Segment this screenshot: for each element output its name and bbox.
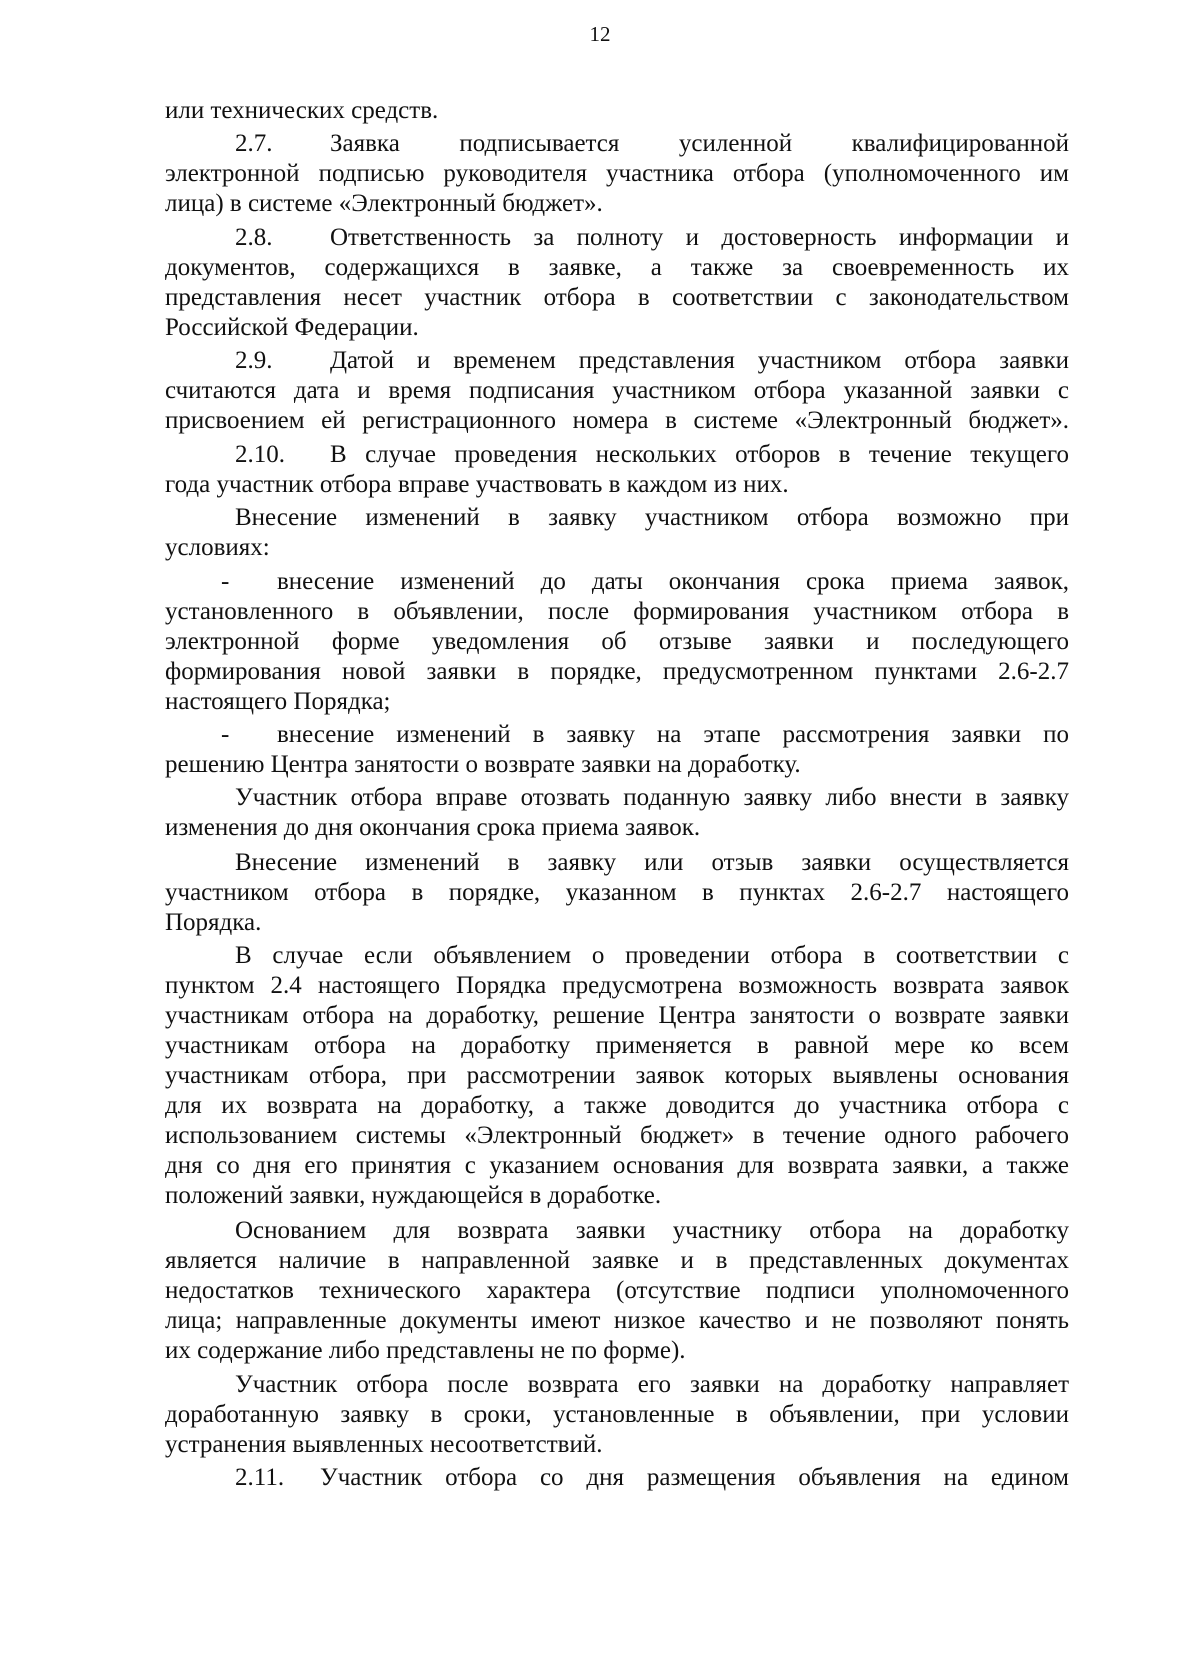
text-line: дня со дня его принятия с указанием основания для возврата заявки, а также: [165, 1152, 1069, 1179]
paragraph-first-line: В случае если объявлением о проведении отбора в соответствии с: [235, 942, 1069, 969]
text-line: является наличие в направленной заявке и в представленных документах: [165, 1247, 1069, 1274]
clause-number: 2.8.: [235, 224, 273, 251]
text-line: участникам отбора на доработку применяется в равной мере ко всем: [165, 1032, 1069, 1059]
text-line: лица) в системе «Электронный бюджет».: [165, 190, 603, 217]
text-line: В случае проведения нескольких отборов в течение текущего: [330, 441, 1069, 468]
paragraph-first-line: Участник отбора после возврата его заявки на доработку направляет: [235, 1371, 1069, 1398]
clause-2-9-line: [235, 346, 1069, 376]
text-line: устранения выявленных несоответствий.: [165, 1431, 603, 1458]
text-line: установленного в объявлении, после формирования участником отбора в: [165, 598, 1069, 625]
text-line: их содержание либо представлены не по форме).: [165, 1337, 686, 1364]
paragraph-first-line: Внесение изменений в заявку участником отбора возможно при: [235, 504, 1069, 531]
text-line: Датой и временем представления участником отбора заявки: [330, 347, 1069, 374]
text-line: пунктом 2.4 настоящего Порядка предусмотрена возможность возврата заявок: [165, 972, 1069, 999]
list-item-first-line: внесение изменений до даты окончания срока приема заявок,: [277, 568, 1069, 595]
clause-number: 2.11.: [235, 1464, 285, 1491]
text-line: присвоением ей регистрационного номера в системе «Электронный бюджет».: [165, 407, 1069, 434]
text-line: электронной подписью руководителя участника отбора (уполномоченного им: [165, 160, 1069, 187]
page-number: 12: [589, 22, 611, 46]
text-line: лица; направленные документы имеют низкое качество и не позволяют понять: [165, 1307, 1069, 1334]
text-line: недостатков технического характера (отсутствие подписи уполномоченного: [165, 1277, 1069, 1304]
text-line: документов, содержащихся в заявке, а также за своевременность их: [165, 254, 1069, 281]
text-line: представления несет участник отбора в соответствии с законодательством: [165, 284, 1069, 311]
clause-2-10-line: [235, 440, 1069, 470]
clause-number: 2.7.: [235, 130, 273, 157]
list-item-first-line: внесение изменений в заявку на этапе рассмотрения заявки по: [277, 721, 1069, 748]
text-line: считаются дата и время подписания участником отбора указанной заявки с: [165, 377, 1069, 404]
text-line: Порядка.: [165, 909, 262, 936]
text-line: настоящего Порядка;: [165, 688, 391, 715]
text-line: изменения до дня окончания срока приема заявок.: [165, 814, 701, 841]
list-dash: -: [221, 568, 230, 595]
text-line: решению Центра занятости о возврате заявки на доработку.: [165, 751, 801, 778]
text-line: Заявка подписывается усиленной квалифицированной: [330, 130, 1069, 157]
clause-number: 2.9.: [235, 347, 273, 374]
text-line: условиях:: [165, 534, 270, 561]
text-line: Участник отбора со дня размещения объявления на едином: [320, 1464, 1069, 1491]
clause-2-11-line: [235, 1463, 1069, 1493]
text-line: формирования новой заявки в порядке, предусмотренном пунктами 2.6-2.7: [165, 658, 1069, 685]
text-line: положений заявки, нуждающейся в доработке.: [165, 1182, 662, 1209]
clause-number: 2.10.: [235, 441, 285, 468]
text-line: Ответственность за полноту и достоверность информации и: [330, 224, 1069, 251]
clause-2-7-line: [235, 129, 1069, 159]
text-line: для их возврата на доработку, а также доводится до участника отбора с: [165, 1092, 1069, 1119]
clause-2-8-line: [235, 223, 1069, 253]
text-line: использованием системы «Электронный бюджет» в течение одного рабочего: [165, 1122, 1069, 1149]
text-line: электронной форме уведомления об отзыве заявки и последующего: [165, 628, 1069, 655]
text-line: участникам отбора на доработку, решение Центра занятости о возврате заявки: [165, 1002, 1069, 1029]
text-line: или технических средств.: [165, 97, 439, 124]
text-line: доработанную заявку в сроки, установленные в объявлении, при условии: [165, 1401, 1069, 1428]
text-line: года участник отбора вправе участвовать в каждом из них.: [165, 471, 789, 498]
text-line: участникам отбора, при рассмотрении заявок которых выявлены основания: [165, 1062, 1069, 1089]
list-dash: -: [221, 721, 230, 748]
paragraph-first-line: Основанием для возврата заявки участнику отбора на доработку: [235, 1217, 1069, 1244]
paragraph-first-line: Участник отбора вправе отозвать поданную заявку либо внести в заявку: [235, 784, 1069, 811]
paragraph-first-line: Внесение изменений в заявку или отзыв заявки осуществляется: [235, 849, 1069, 876]
text-line: Российской Федерации.: [165, 314, 419, 341]
text-line: участником отбора в порядке, указанном в пунктах 2.6-2.7 настоящего: [165, 879, 1069, 906]
